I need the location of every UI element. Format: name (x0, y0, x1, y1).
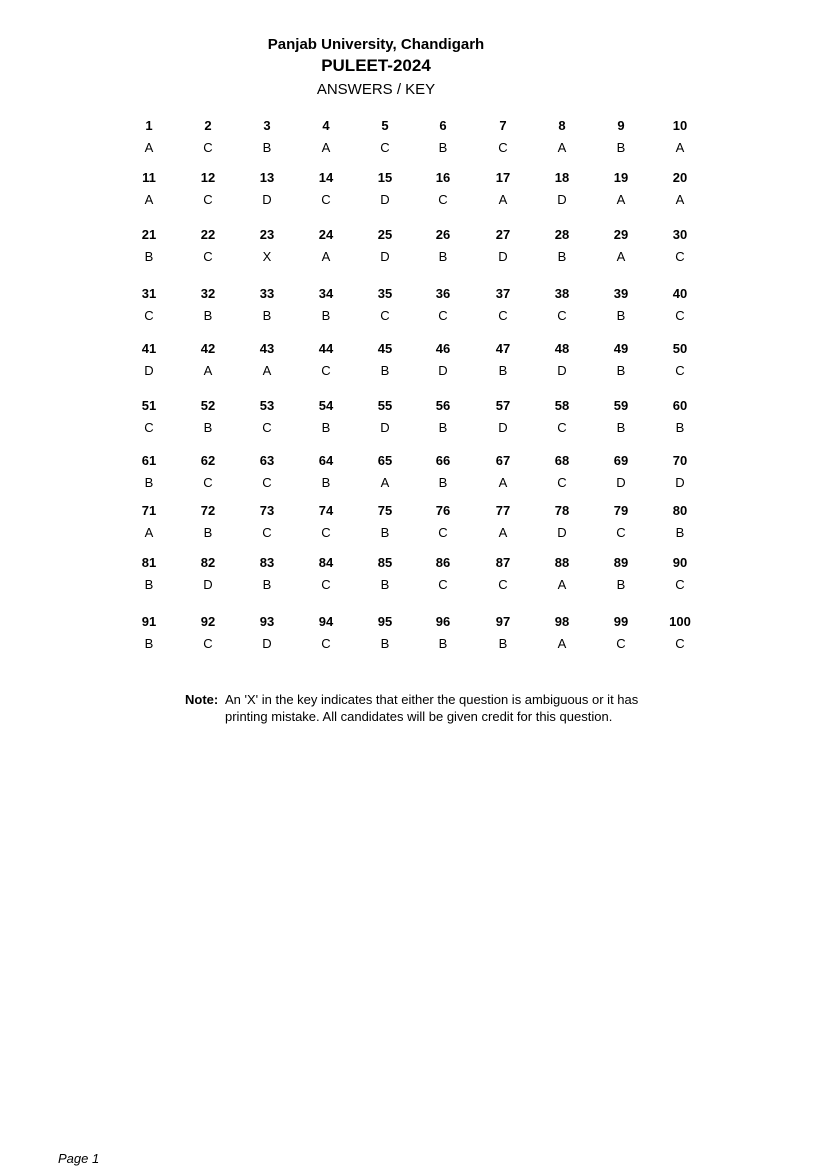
question-number: 11 (142, 170, 156, 185)
answer-option: C (203, 475, 213, 490)
answer-option: C (203, 140, 213, 155)
question-number: 22 (200, 227, 216, 242)
note-text: An 'X' in the key indicates that either the question is ambiguous or it has printing mistake. All candidates will be given credit for this question. (225, 692, 639, 724)
answer-option: A (557, 140, 567, 155)
answer-option: B (616, 577, 626, 592)
answer-option: C (321, 636, 331, 651)
question-number: 21 (141, 227, 157, 242)
question-number: 90 (672, 555, 688, 570)
question-number: 53 (259, 398, 275, 413)
question-number: 35 (377, 286, 393, 301)
answer-option: D (438, 363, 448, 378)
answer-option: B (498, 363, 508, 378)
answer-option: X (262, 249, 272, 264)
answer-option: C (616, 525, 626, 540)
question-number: 95 (377, 614, 393, 629)
question-number: 52 (200, 398, 216, 413)
answer-option: B (438, 420, 448, 435)
question-number: 76 (435, 503, 451, 518)
question-number: 17 (495, 170, 511, 185)
question-number: 97 (495, 614, 511, 629)
question-number: 83 (259, 555, 275, 570)
question-number: 3 (263, 118, 271, 133)
question-number: 18 (554, 170, 570, 185)
answer-option: C (438, 192, 448, 207)
answer-option: A (144, 525, 154, 540)
answer-option: A (144, 192, 154, 207)
question-number: 74 (318, 503, 334, 518)
question-number: 69 (613, 453, 629, 468)
question-number: 41 (141, 341, 157, 356)
answer-option: C (321, 577, 331, 592)
question-number: 85 (377, 555, 393, 570)
answer-option: D (557, 525, 567, 540)
answer-option: B (262, 140, 272, 155)
answer-option: C (380, 308, 390, 323)
question-number: 9 (617, 118, 625, 133)
question-number: 87 (495, 555, 511, 570)
answer-option: B (144, 249, 154, 264)
answer-option: B (321, 308, 331, 323)
answer-option: B (203, 525, 213, 540)
question-number: 24 (318, 227, 334, 242)
question-number: 19 (613, 170, 629, 185)
answer-option: A (498, 192, 508, 207)
question-number: 13 (259, 170, 275, 185)
answer-option: B (144, 636, 154, 651)
question-number: 73 (259, 503, 275, 518)
answer-option: C (675, 308, 685, 323)
answer-option: A (557, 577, 567, 592)
answer-option: D (557, 192, 567, 207)
question-number: 16 (435, 170, 451, 185)
answer-option: C (380, 140, 390, 155)
question-number: 48 (554, 341, 570, 356)
answer-option: D (498, 249, 508, 264)
answer-option: C (203, 192, 213, 207)
answer-option: B (321, 420, 331, 435)
question-number: 88 (554, 555, 570, 570)
answer-option: D (144, 363, 154, 378)
answer-option: B (380, 636, 390, 651)
question-number: 79 (613, 503, 629, 518)
question-number: 49 (613, 341, 629, 356)
answer-option: C (438, 577, 448, 592)
question-number: 81 (141, 555, 157, 570)
answer-option: D (380, 420, 390, 435)
question-number: 91 (141, 614, 157, 629)
answer-option: C (675, 249, 685, 264)
question-number: 40 (672, 286, 688, 301)
answer-option: B (438, 140, 448, 155)
answer-option: B (438, 249, 448, 264)
question-number: 14 (318, 170, 334, 185)
answer-option: D (557, 363, 567, 378)
answer-key-heading: ANSWERS / KEY (316, 81, 436, 98)
answer-option: C (321, 525, 331, 540)
question-number: 43 (259, 341, 275, 356)
answer-option: D (380, 192, 390, 207)
question-number: 15 (377, 170, 393, 185)
answer-option: C (321, 363, 331, 378)
answer-option: C (144, 308, 154, 323)
page-number: Page 1 (58, 1151, 100, 1166)
question-number: 58 (554, 398, 570, 413)
question-number: 62 (200, 453, 216, 468)
answer-option: B (616, 363, 626, 378)
answer-option: B (675, 525, 685, 540)
question-number: 46 (435, 341, 451, 356)
question-number: 56 (435, 398, 451, 413)
answer-option: D (380, 249, 390, 264)
question-number: 44 (318, 341, 334, 356)
question-number: 64 (318, 453, 334, 468)
answer-option: B (203, 420, 213, 435)
answer-option: B (262, 577, 272, 592)
question-number: 77 (495, 503, 511, 518)
answer-option: C (498, 577, 508, 592)
answer-option: C (557, 420, 567, 435)
question-number: 68 (554, 453, 570, 468)
answer-option: C (616, 636, 626, 651)
answer-option: B (321, 475, 331, 490)
question-number: 26 (435, 227, 451, 242)
question-number: 1 (145, 118, 153, 133)
note-label: Note: (185, 692, 219, 707)
answer-option: A (380, 475, 390, 490)
question-number: 39 (613, 286, 629, 301)
question-number: 99 (613, 614, 629, 629)
answer-option: B (203, 308, 213, 323)
question-number: 47 (495, 341, 511, 356)
question-number: 33 (259, 286, 275, 301)
answer-option: C (675, 577, 685, 592)
answer-option: A (616, 249, 626, 264)
answer-option: A (262, 363, 272, 378)
question-number: 42 (200, 341, 216, 356)
question-number: 70 (672, 453, 688, 468)
answer-option: C (321, 192, 331, 207)
question-number: 72 (200, 503, 216, 518)
university-name: Panjab University, Chandigarh (267, 36, 485, 53)
question-number: 8 (558, 118, 566, 133)
answer-option: A (498, 475, 508, 490)
question-number: 75 (377, 503, 393, 518)
answer-option: A (321, 249, 331, 264)
question-number: 67 (495, 453, 511, 468)
question-number: 82 (200, 555, 216, 570)
answer-option: D (616, 475, 626, 490)
question-number: 61 (141, 453, 157, 468)
question-number: 2 (204, 118, 212, 133)
answer-option: B (380, 363, 390, 378)
question-number: 32 (200, 286, 216, 301)
question-number: 20 (672, 170, 688, 185)
question-number: 45 (377, 341, 393, 356)
question-number: 5 (381, 118, 389, 133)
question-number: 94 (318, 614, 334, 629)
answer-option: A (321, 140, 331, 155)
question-number: 65 (377, 453, 393, 468)
question-number: 6 (439, 118, 447, 133)
answer-option: B (498, 636, 508, 651)
answer-option: C (144, 420, 154, 435)
question-number: 10 (672, 118, 688, 133)
answer-option: D (675, 475, 685, 490)
question-number: 57 (495, 398, 511, 413)
question-number: 71 (141, 503, 157, 518)
answer-option: C (203, 636, 213, 651)
question-number: 98 (554, 614, 570, 629)
answer-option: A (203, 363, 213, 378)
answer-option: C (675, 636, 685, 651)
answer-option: C (557, 475, 567, 490)
question-number: 23 (259, 227, 275, 242)
answer-option: C (498, 308, 508, 323)
answer-option: D (262, 636, 272, 651)
answer-option: C (675, 363, 685, 378)
answer-option: A (675, 140, 685, 155)
question-number: 89 (613, 555, 629, 570)
question-number: 84 (318, 555, 334, 570)
question-number: 59 (613, 398, 629, 413)
question-number: 30 (672, 227, 688, 242)
answer-option: A (616, 192, 626, 207)
exam-title: PULEET-2024 (321, 56, 431, 75)
question-number: 100 (669, 614, 691, 629)
answer-option: B (675, 420, 685, 435)
answer-option: A (144, 140, 154, 155)
question-number: 80 (672, 503, 688, 518)
answer-option: A (498, 525, 508, 540)
question-number: 34 (318, 286, 334, 301)
question-number: 31 (141, 286, 157, 301)
answer-option: B (144, 475, 154, 490)
question-number: 55 (377, 398, 393, 413)
answer-option: B (616, 308, 626, 323)
question-number: 38 (554, 286, 570, 301)
question-number: 96 (435, 614, 451, 629)
question-number: 50 (672, 341, 688, 356)
answer-option: A (675, 192, 685, 207)
answer-option: B (380, 525, 390, 540)
answer-option: C (498, 140, 508, 155)
answer-option: B (616, 420, 626, 435)
answer-option: D (498, 420, 508, 435)
answer-option: B (144, 577, 154, 592)
answer-option: C (438, 525, 448, 540)
question-number: 28 (554, 227, 570, 242)
answer-option: C (262, 525, 272, 540)
question-number: 54 (318, 398, 334, 413)
answer-option: B (438, 475, 448, 490)
question-number: 92 (200, 614, 216, 629)
answer-option: B (438, 636, 448, 651)
question-number: 78 (554, 503, 570, 518)
question-number: 51 (141, 398, 157, 413)
question-number: 36 (435, 286, 451, 301)
question-number: 27 (495, 227, 511, 242)
question-number: 66 (435, 453, 451, 468)
answer-option: C (557, 308, 567, 323)
answer-option: C (203, 249, 213, 264)
question-number: 7 (499, 118, 507, 133)
answer-option: A (557, 636, 567, 651)
question-number: 63 (259, 453, 275, 468)
question-number: 37 (495, 286, 511, 301)
answer-option: B (262, 308, 272, 323)
question-number: 86 (435, 555, 451, 570)
question-number: 12 (200, 170, 216, 185)
answer-option: B (616, 140, 626, 155)
answer-option: D (262, 192, 272, 207)
question-number: 93 (259, 614, 275, 629)
answer-option: B (380, 577, 390, 592)
question-number: 4 (322, 118, 330, 133)
answer-option: D (203, 577, 213, 592)
question-number: 25 (377, 227, 393, 242)
answer-option: C (262, 475, 272, 490)
answer-option: B (557, 249, 567, 264)
answer-option: C (438, 308, 448, 323)
answer-option: C (262, 420, 272, 435)
question-number: 29 (613, 227, 629, 242)
question-number: 60 (672, 398, 688, 413)
